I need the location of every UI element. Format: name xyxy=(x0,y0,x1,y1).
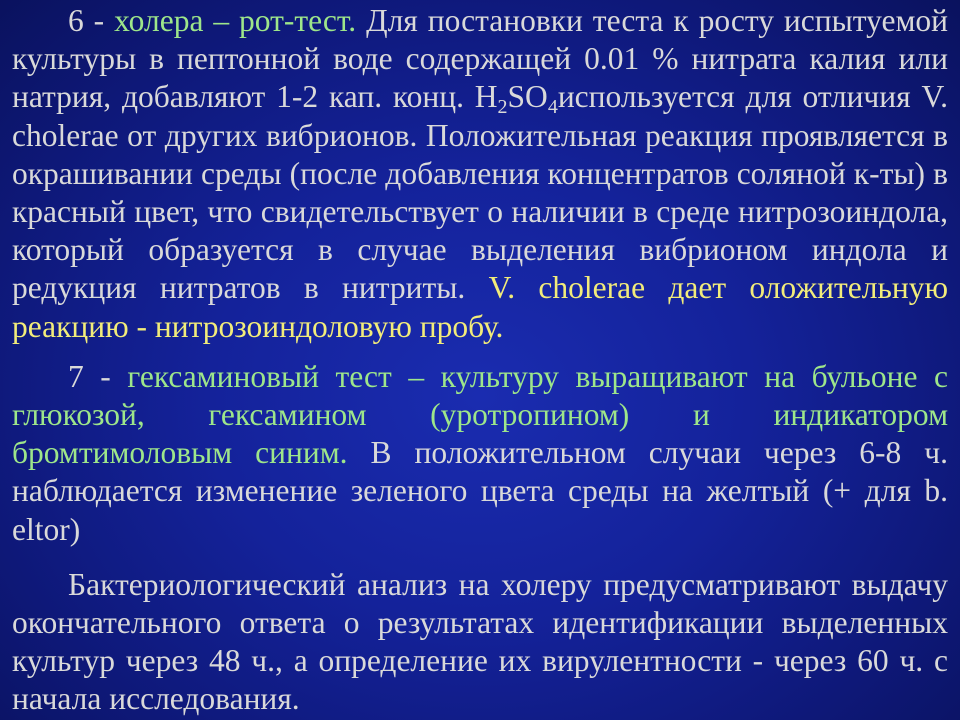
test-title-hexamine: гексаминовый тест – культуру выращивают на бульоне с глюкозой, гексамином (уротропином) и индикатором бромтимоловым синим. xyxy=(12,358,948,471)
test-title-cholera-red: холера – рот-тест. xyxy=(114,3,357,38)
subscript-4: 4 xyxy=(547,96,558,119)
test-number-7: 7 - xyxy=(68,358,128,394)
slide-text-body xyxy=(12,2,948,719)
paragraph-bacteriological-analysis xyxy=(12,566,948,719)
test-number-6: 6 - xyxy=(68,3,115,38)
analysis-description: Бактериологический анализ на холеру предусматривают выдачу окончательного ответа о результатах идентификации выделенных культур через 48 ч., а определение их вирулентности - через 60 ч. с начала исследования. xyxy=(12,566,948,717)
test-description-part-2: используется для отличия V. cholerae от других вибрионов. Положительная реакция проявляется в окрашивании среды (после добавления концентратов соляной к-ты) в красный цвет, что свидетельствует о наличии в среде нитрозоиндола, который образуется в случае выделения вибрионом индола и редукция нитратов в нитриты. xyxy=(12,79,949,306)
formula-so: SO xyxy=(507,79,548,115)
test-conclusion-highlight: V. cholerae дает оложительную реакцию - нитрозоиндоловую пробу. xyxy=(12,270,948,344)
paragraph-hexamine-test xyxy=(12,358,948,549)
paragraph-cholera-red-test xyxy=(12,2,948,346)
test-description-part-1: Для постановки теста к росту испытуемой культуры в пептонной воде содержащей 0.01 % нитрата калия или натрия, добавляют 1-2 кап. конц. H xyxy=(12,3,948,115)
test-description-hexamine: В положительном случаи через 6-8 ч. наблюдается изменение зеленого цвета среды на желтый (+ для b. eltor) xyxy=(12,435,948,547)
subscript-2: 2 xyxy=(497,96,508,119)
